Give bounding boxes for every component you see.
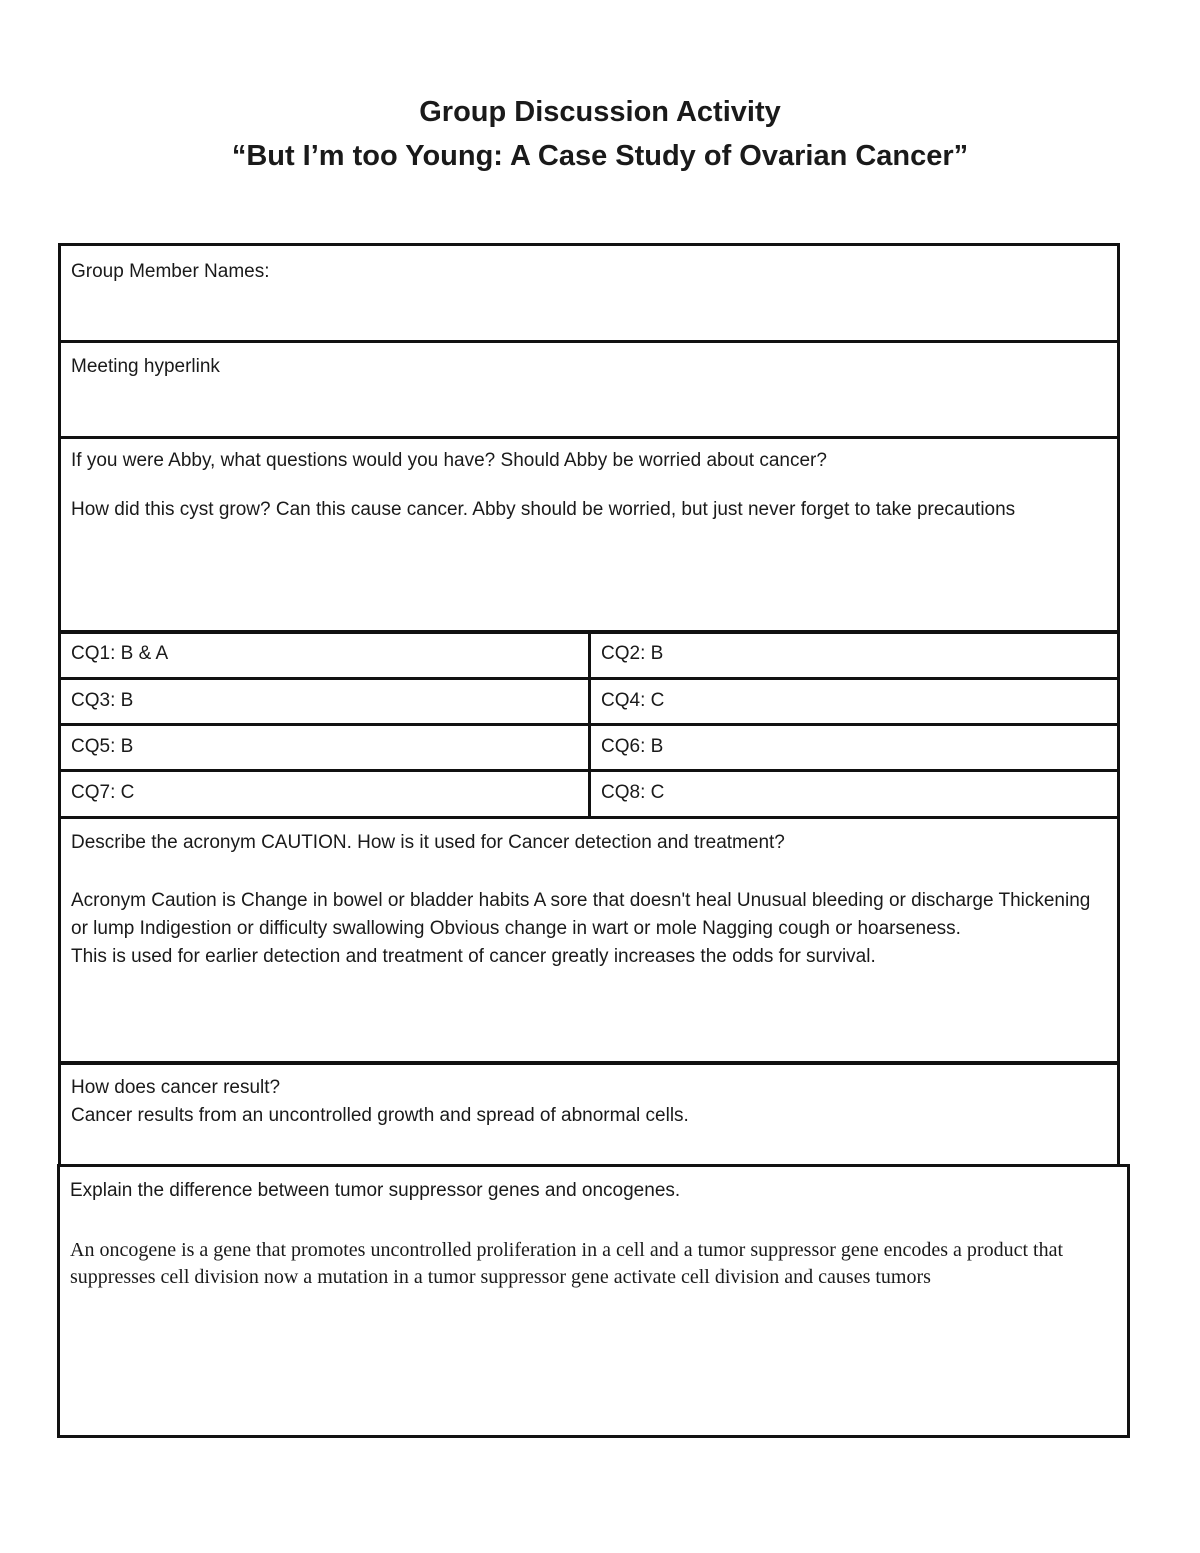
genes-question-text: Explain the difference between tumor suppressor genes and oncogenes. xyxy=(70,1180,681,1201)
cancer-result-box xyxy=(58,1061,1120,1167)
cq-cell xyxy=(58,723,591,772)
abby-question-text: If you were Abby, what questions would you have? Should Abby be worried about cancer? xyxy=(71,450,827,471)
cq5-answer: CQ5: B xyxy=(71,736,134,757)
cq3-answer: CQ3: B xyxy=(71,690,134,711)
cq1-answer: CQ1: B & A xyxy=(71,643,169,664)
abby-question-box xyxy=(58,436,1120,634)
cq-cell xyxy=(588,723,1120,772)
meeting-hyperlink-box xyxy=(58,340,1120,439)
cq-cell xyxy=(588,630,1120,680)
cq4-answer: CQ4: C xyxy=(601,690,665,711)
caution-answer-text: Acronym Caution is Change in bowel or bladder habits A sore that doesn't heal Unusual bleeding or discharge Thickening or lump Indigestion or difficulty swallowing Obvious change in wart or mole Nagging cough or hoarseness. xyxy=(71,890,1091,939)
abby-answer-text: How did this cyst grow? Can this cause cancer. Abby should be worried, but just never forget to take precautions xyxy=(71,499,1016,520)
cq-cell xyxy=(58,769,591,819)
cq6-answer: CQ6: B xyxy=(601,736,664,757)
cancer-result-answer-text: Cancer results from an uncontrolled growth and spread of abnormal cells. xyxy=(71,1105,689,1126)
cq-cell xyxy=(588,677,1120,726)
cancer-result-question-text: How does cancer result? xyxy=(71,1077,281,1098)
cq8-answer: CQ8: C xyxy=(601,782,665,803)
cq-cell xyxy=(58,677,591,726)
cq2-answer: CQ2: B xyxy=(601,643,664,664)
caution-purpose-text: This is used for earlier detection and treatment of cancer greatly increases the odds for survival. xyxy=(71,946,876,967)
genes-answer-text: An oncogene is a gene that promotes uncontrolled proliferation in a cell and a tumor suppressor gene encodes a product that suppresses cell division now a mutation in a tumor suppressor gene activate cell division and causes tumors xyxy=(70,1239,1064,1288)
page-subtitle: “But I’m too Young: A Case Study of Ovarian Cancer” xyxy=(231,140,969,172)
cq7-answer: CQ7: C xyxy=(71,782,135,803)
genes-box xyxy=(57,1164,1130,1438)
meeting-hyperlink-label: Meeting hyperlink xyxy=(71,356,220,377)
cq-cell xyxy=(588,769,1120,819)
group-member-names-label: Group Member Names: xyxy=(71,261,270,282)
group-member-names-box xyxy=(58,243,1120,343)
caution-box xyxy=(58,816,1120,1065)
caution-question-text: Describe the acronym CAUTION. How is it used for Cancer detection and treatment? xyxy=(71,832,785,853)
cq-cell xyxy=(58,630,591,680)
page-title: Group Discussion Activity xyxy=(419,96,781,128)
